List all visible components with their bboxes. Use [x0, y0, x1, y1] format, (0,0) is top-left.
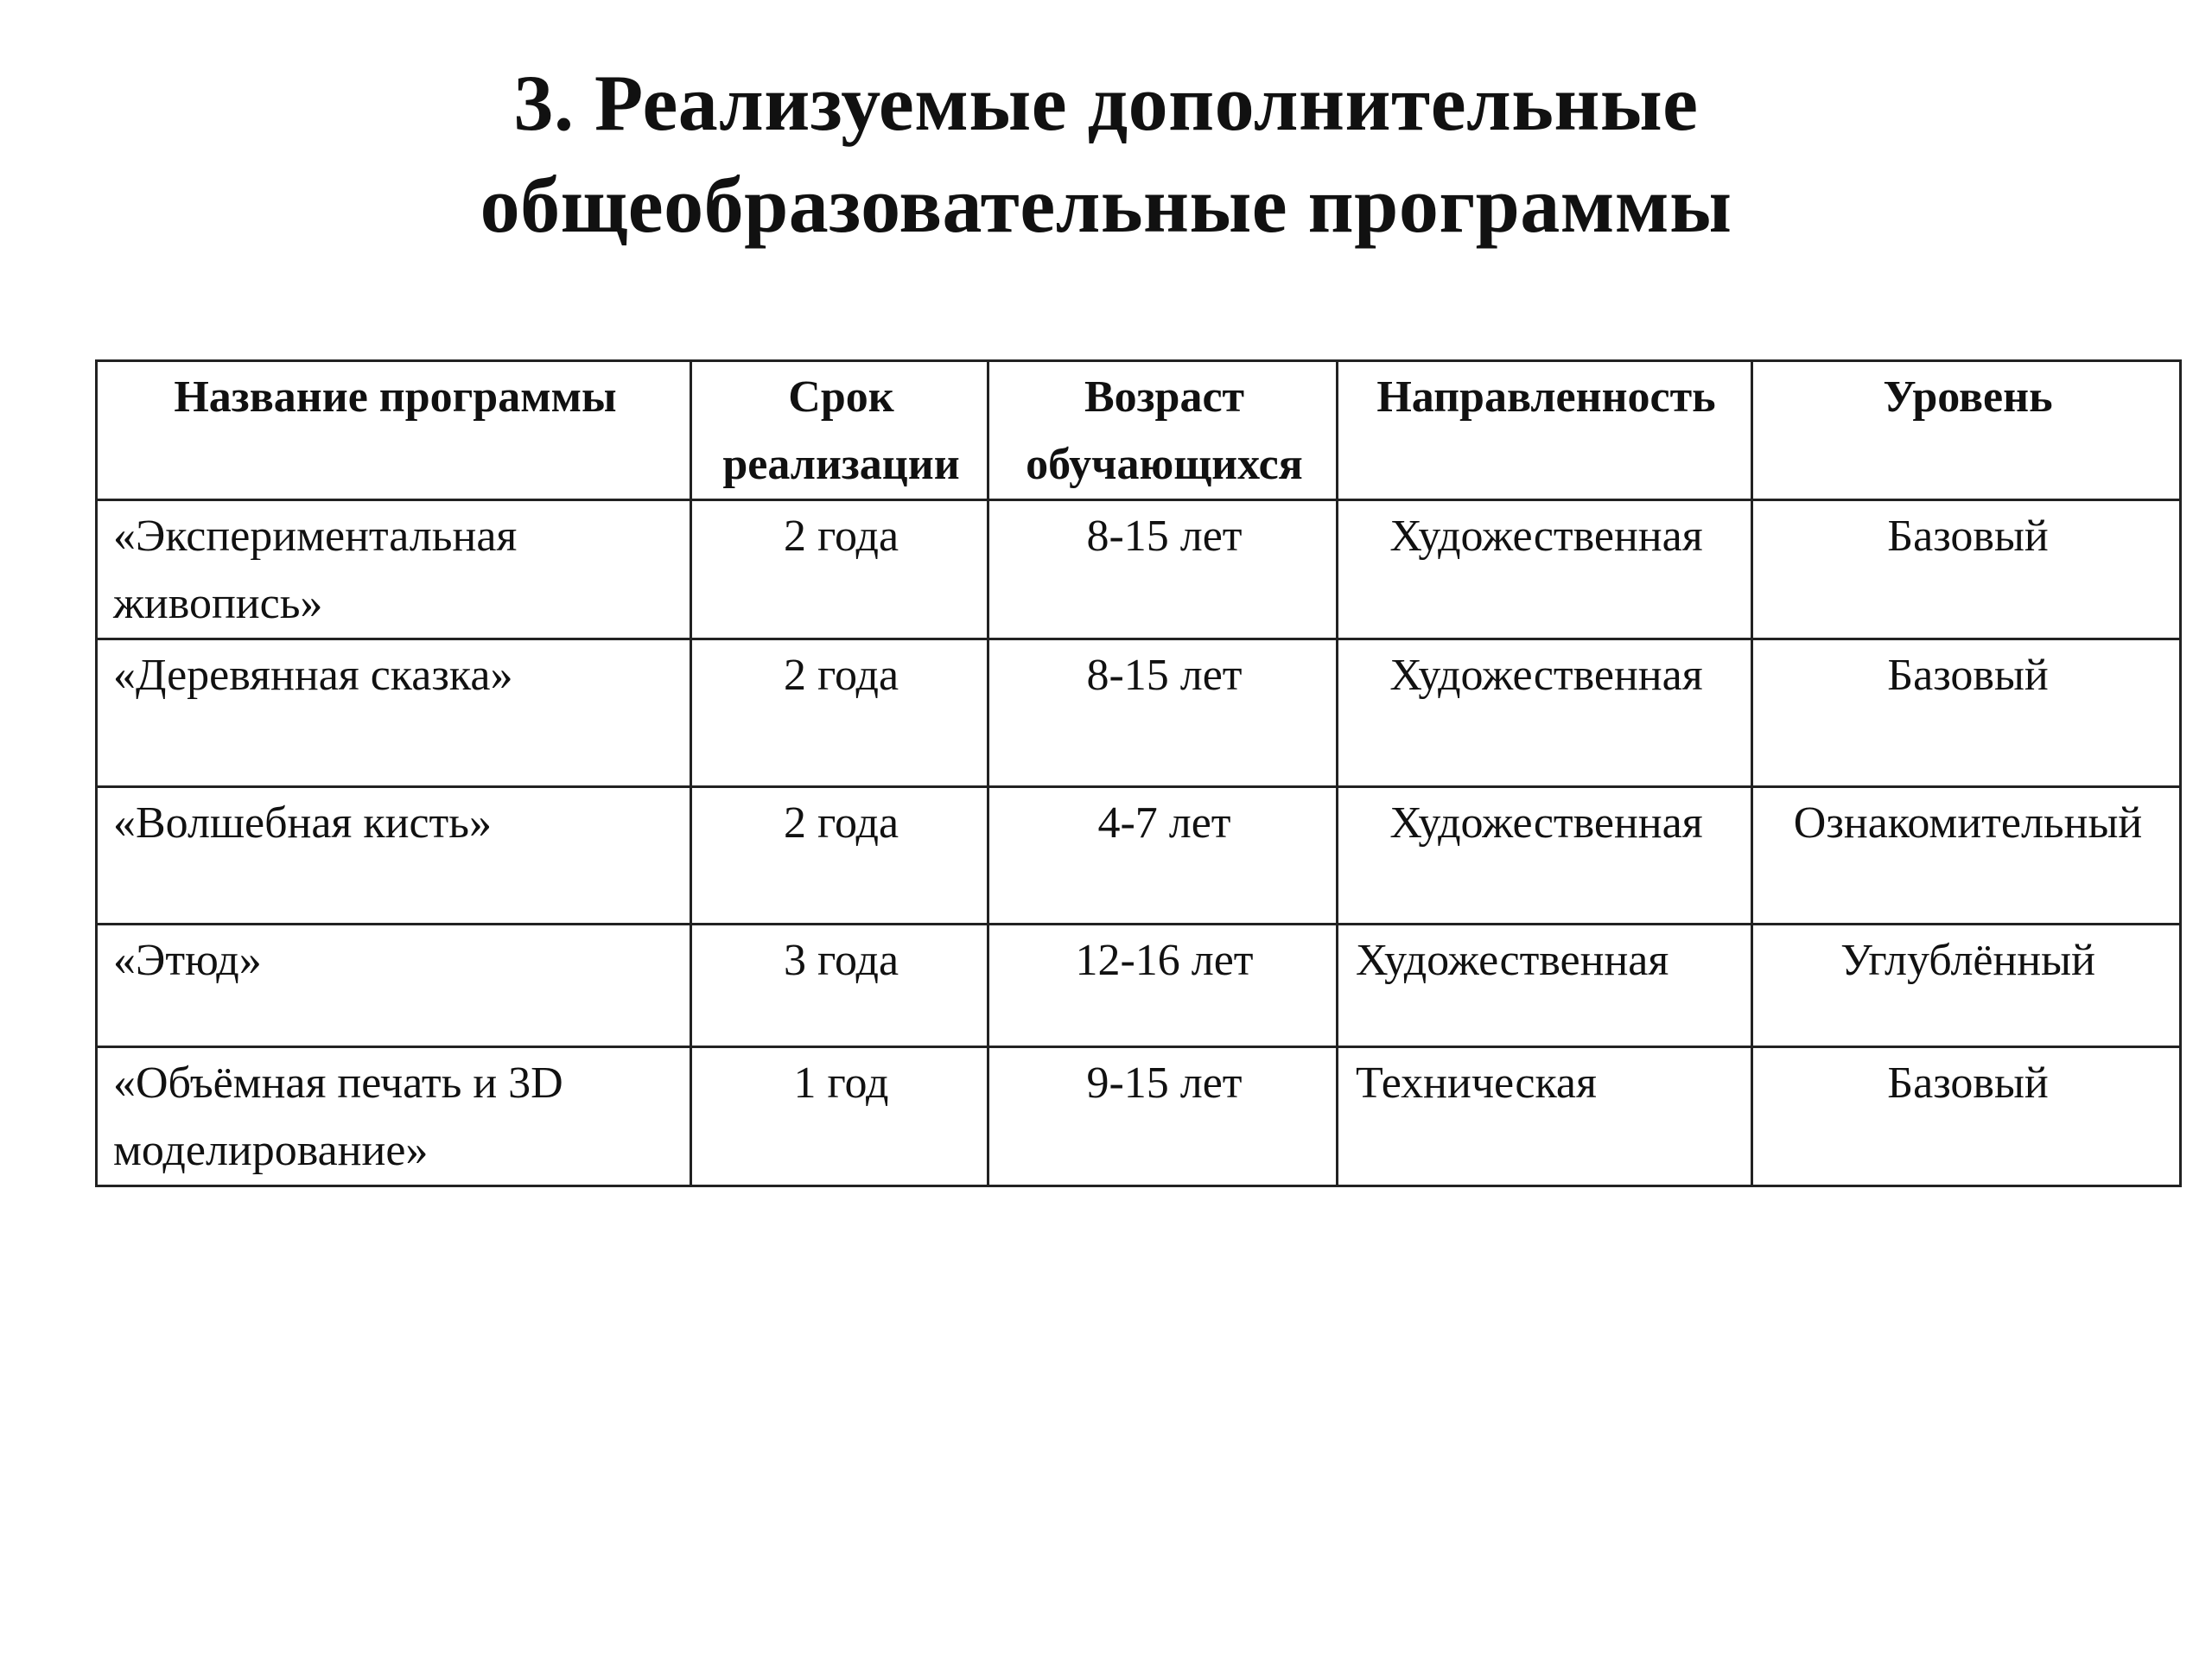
cell-level: Базовый	[1752, 1047, 2181, 1186]
cell-age: 8-15 лет	[988, 639, 1338, 787]
cell-program-name: «Этюд»	[97, 925, 691, 1047]
cell-duration: 2 года	[691, 639, 988, 787]
cell-level: Базовый	[1752, 639, 2181, 787]
slide-title-line-1: 3. Реализуемые дополнительные	[513, 59, 1699, 147]
header-duration: Срок реализации	[691, 361, 988, 500]
cell-duration: 1 год	[691, 1047, 988, 1186]
cell-age: 8-15 лет	[988, 500, 1338, 639]
programs-table	[95, 359, 2182, 1187]
header-level: Уровень	[1752, 361, 2181, 500]
cell-program-name: «Объёмная печать и 3D моделирование»	[97, 1047, 691, 1186]
cell-program-name: «Экспериментальная живопись»	[97, 500, 691, 639]
cell-age: 4-7 лет	[988, 787, 1338, 925]
cell-age: 9-15 лет	[988, 1047, 1338, 1186]
table-row	[97, 787, 2181, 925]
header-program-name: Название программы	[97, 361, 691, 500]
cell-direction: Художественная	[1338, 787, 1752, 925]
cell-level: Ознакомительный	[1752, 787, 2181, 925]
cell-duration: 3 года	[691, 925, 988, 1047]
cell-age: 12-16 лет	[988, 925, 1338, 1047]
table-row	[97, 1047, 2181, 1186]
cell-direction: Техническая	[1338, 1047, 1752, 1186]
cell-direction: Художественная	[1338, 500, 1752, 639]
table-row	[97, 639, 2181, 787]
cell-program-name: «Волшебная кисть»	[97, 787, 691, 925]
cell-level: Базовый	[1752, 500, 2181, 639]
table-row	[97, 500, 2181, 639]
cell-direction: Художественная	[1338, 925, 1752, 1047]
cell-duration: 2 года	[691, 500, 988, 639]
table-header-row	[97, 361, 2181, 500]
cell-direction: Художественная	[1338, 639, 1752, 787]
header-direction: Направленность	[1338, 361, 1752, 500]
cell-level: Углублённый	[1752, 925, 2181, 1047]
cell-program-name: «Деревянная сказка»	[97, 639, 691, 787]
slide-title	[0, 52, 2212, 256]
cell-duration: 2 года	[691, 787, 988, 925]
slide-title-line-2: общеобразовательные программы	[480, 161, 1732, 249]
header-age: Возраст обучающихся	[988, 361, 1338, 500]
table-row	[97, 925, 2181, 1047]
